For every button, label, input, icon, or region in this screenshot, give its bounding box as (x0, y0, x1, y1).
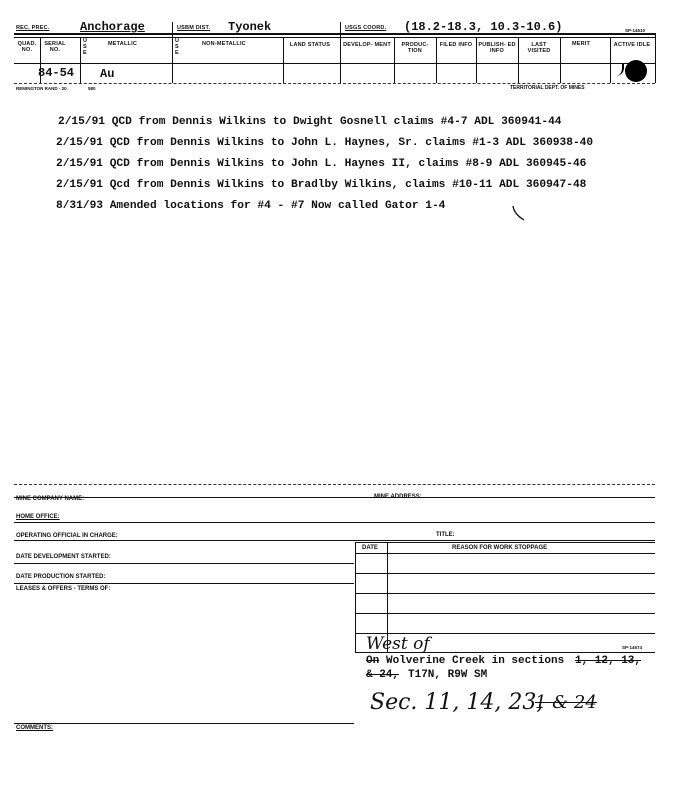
typed-struck-2: & 24, (366, 669, 400, 681)
date-dev-label: DATE DEVELOPMENT STARTED: (16, 554, 111, 560)
col-nonmetallic: NON-METALLIC (202, 41, 246, 47)
typed-struck: 1, 12, 13, (575, 655, 642, 667)
hand-sec-struck: 1 & 24 (535, 692, 597, 713)
col-active-idle: ACTIVE IDLE (613, 42, 651, 48)
form-number-2: SP-14674 (622, 645, 643, 650)
pen-stroke (510, 204, 526, 222)
quad-value: 84-54 (38, 66, 75, 80)
col-use: U S E (83, 38, 88, 56)
typed-line-1: Wolverine Creek in sections (386, 655, 565, 667)
usgs-coord-value: (18.2-18.3, 10.3-10.6) (404, 20, 563, 34)
typed-prefix: On (366, 655, 380, 667)
col-filed-info: FILED INFO (439, 42, 473, 48)
hand-sec: Sec. 11, 14, 23, (370, 690, 544, 715)
title-label: TITLE: (436, 532, 455, 538)
date-prod-label: DATE PRODUCTION STARTED: (16, 574, 106, 580)
date-col-label: DATE (362, 545, 378, 551)
comments-label: COMMENTS: (16, 725, 53, 731)
col-use-2: U S E (175, 38, 180, 56)
col-metallic: METALLIC (108, 41, 137, 47)
col-land-status: LAND STATUS (289, 42, 331, 48)
col-published-info: PUBLISH- ED INFO (478, 42, 516, 54)
entry-line: 2/15/91 Qcd from Dennis Wilkins to Bradlby Wilkins, claims #10-11 ADL 360947-48 (56, 179, 587, 191)
rec-prec-label: REC. PREC. (16, 25, 50, 31)
leases-label: LEASES & OFFERS - TERMS OF: (16, 586, 111, 592)
col-quad-no: QUAD. NO. (17, 41, 37, 53)
entry-line: 2/15/91 QCD from Dennis Wilkins to John L. Haynes, Sr. claims #1-3 ADL 360938-40 (56, 137, 594, 149)
entry-line: 8/31/93 Amended locations for #4 - #7 Now called Gator 1-4 (56, 200, 446, 212)
col-last-visited: LAST VISITED (527, 42, 551, 54)
printer-code: 580 (88, 86, 96, 91)
operating-official-label: OPERATING OFFICIAL IN CHARGE: (16, 533, 118, 539)
col-serial-no: SERIAL NO. (44, 41, 66, 53)
col-merit: MERIT (572, 41, 591, 47)
entry-line: 2/15/91 QCD from Dennis Wilkins to John L. Haynes II, claims #8-9 ADL 360945-46 (56, 158, 587, 170)
hand-mark (612, 64, 624, 76)
typed-line-2: T17N, R9W SM (408, 669, 488, 681)
hand-west-of: West of (366, 634, 430, 654)
idle-dot (625, 60, 647, 82)
rec-prec-value: Anchorage (80, 20, 145, 34)
territorial-note: TERRITORIAL DEPT. OF MINES (510, 85, 585, 91)
usgs-dist-label: USBM DIST. (177, 25, 211, 31)
mine-company-label: MINE COMPANY NAME: (16, 496, 85, 502)
reason-col-label: REASON FOR WORK STOPPAGE (452, 545, 548, 551)
col-production: PRODUC- TION (401, 42, 429, 54)
mine-address-label: MINE ADDRESS: (374, 494, 422, 500)
form-number: SP-14610 (625, 28, 646, 33)
usgs-dist-value: Tyonek (228, 20, 272, 34)
printer-note: REMINGTON RAND - 20 (16, 86, 67, 91)
col-development: DEVELOP- MENT (343, 42, 391, 48)
usgs-coord-label: USGS COORD. (345, 25, 387, 31)
entry-line: 2/15/91 QCD from Dennis Wilkins to Dwight Gosnell claims #4-7 ADL 360941-44 (58, 116, 562, 128)
home-office-label: HOME OFFICE: (16, 514, 60, 520)
metallic-value: Au (100, 67, 115, 81)
